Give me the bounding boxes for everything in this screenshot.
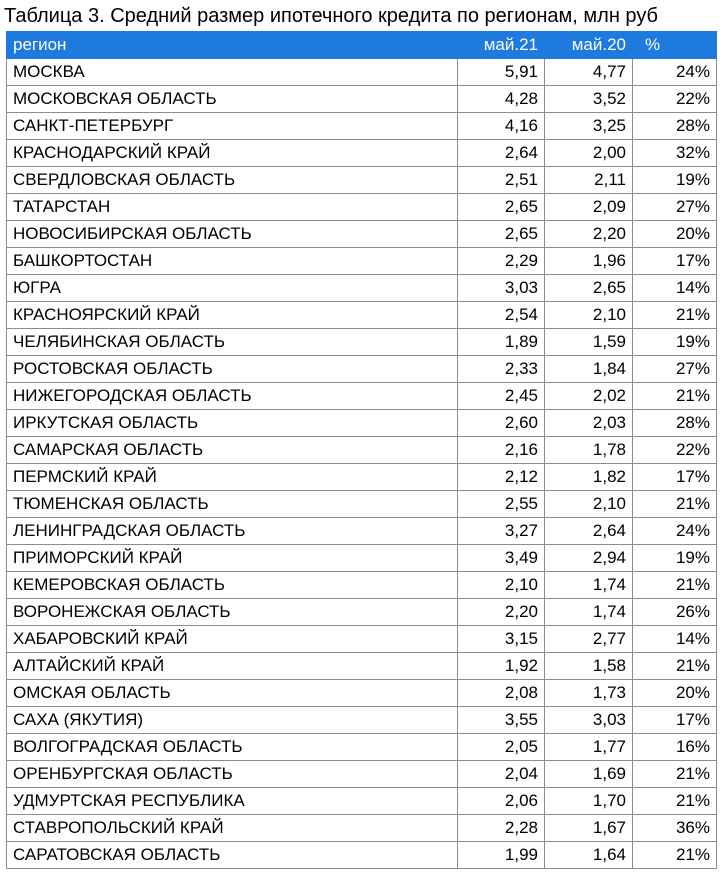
cell-may20: 3,03 xyxy=(545,707,633,734)
cell-may21: 2,45 xyxy=(458,383,545,410)
cell-may20: 1,73 xyxy=(545,680,633,707)
cell-pct: 26% xyxy=(633,599,717,626)
cell-may20: 2,09 xyxy=(545,194,633,221)
cell-pct: 21% xyxy=(633,761,717,788)
cell-pct: 19% xyxy=(633,545,717,572)
header-may20: май.20 xyxy=(545,32,633,59)
cell-may21: 2,04 xyxy=(458,761,545,788)
cell-region: ОМСКАЯ ОБЛАСТЬ xyxy=(7,680,458,707)
table-row xyxy=(7,302,717,329)
cell-pct: 21% xyxy=(633,491,717,518)
cell-region: ПЕРМСКИЙ КРАЙ xyxy=(7,464,458,491)
cell-may21: 5,91 xyxy=(458,59,545,86)
table-row xyxy=(7,572,717,599)
cell-region: ЮГРА xyxy=(7,275,458,302)
cell-region: САХА (ЯКУТИЯ) xyxy=(7,707,458,734)
cell-region: САРАТОВСКАЯ ОБЛАСТЬ xyxy=(7,842,458,869)
cell-region: ТАТАРСТАН xyxy=(7,194,458,221)
cell-region: КРАСНОЯРСКИЙ КРАЙ xyxy=(7,302,458,329)
table-row xyxy=(7,680,717,707)
mortgage-table xyxy=(6,31,717,869)
table-row xyxy=(7,221,717,248)
cell-pct: 22% xyxy=(633,86,717,113)
cell-may21: 1,92 xyxy=(458,653,545,680)
cell-region: ВОРОНЕЖСКАЯ ОБЛАСТЬ xyxy=(7,599,458,626)
cell-may20: 1,77 xyxy=(545,734,633,761)
cell-may21: 4,28 xyxy=(458,86,545,113)
cell-may21: 3,55 xyxy=(458,707,545,734)
cell-may21: 2,10 xyxy=(458,572,545,599)
cell-pct: 17% xyxy=(633,464,717,491)
cell-pct: 27% xyxy=(633,194,717,221)
cell-may20: 2,03 xyxy=(545,410,633,437)
cell-may21: 2,28 xyxy=(458,815,545,842)
cell-region: КЕМЕРОВСКАЯ ОБЛАСТЬ xyxy=(7,572,458,599)
cell-region: ЛЕНИНГРАДСКАЯ ОБЛАСТЬ xyxy=(7,518,458,545)
cell-pct: 36% xyxy=(633,815,717,842)
cell-may21: 3,27 xyxy=(458,518,545,545)
cell-may21: 4,16 xyxy=(458,113,545,140)
table-row xyxy=(7,815,717,842)
cell-may20: 2,10 xyxy=(545,491,633,518)
cell-may21: 1,89 xyxy=(458,329,545,356)
cell-pct: 28% xyxy=(633,113,717,140)
cell-pct: 16% xyxy=(633,734,717,761)
cell-may21: 2,51 xyxy=(458,167,545,194)
table-header xyxy=(7,32,717,59)
cell-may20: 3,25 xyxy=(545,113,633,140)
cell-pct: 32% xyxy=(633,140,717,167)
cell-region: САМАРСКАЯ ОБЛАСТЬ xyxy=(7,437,458,464)
cell-region: ИРКУТСКАЯ ОБЛАСТЬ xyxy=(7,410,458,437)
table-row xyxy=(7,167,717,194)
cell-may21: 2,54 xyxy=(458,302,545,329)
table-row xyxy=(7,86,717,113)
cell-may20: 1,59 xyxy=(545,329,633,356)
cell-pct: 22% xyxy=(633,437,717,464)
cell-may20: 1,70 xyxy=(545,788,633,815)
cell-may20: 2,02 xyxy=(545,383,633,410)
cell-region: САНКТ-ПЕТЕРБУРГ xyxy=(7,113,458,140)
cell-pct: 24% xyxy=(633,518,717,545)
header-row xyxy=(7,32,717,59)
cell-region: ПРИМОРСКИЙ КРАЙ xyxy=(7,545,458,572)
cell-pct: 20% xyxy=(633,221,717,248)
table-row xyxy=(7,383,717,410)
cell-may21: 3,03 xyxy=(458,275,545,302)
cell-may20: 2,11 xyxy=(545,167,633,194)
cell-region: АЛТАЙСКИЙ КРАЙ xyxy=(7,653,458,680)
table-row xyxy=(7,437,717,464)
cell-pct: 21% xyxy=(633,572,717,599)
cell-may20: 2,00 xyxy=(545,140,633,167)
cell-may21: 3,49 xyxy=(458,545,545,572)
cell-may20: 1,67 xyxy=(545,815,633,842)
cell-may21: 2,65 xyxy=(458,194,545,221)
table-body xyxy=(7,59,717,869)
table-row xyxy=(7,842,717,869)
cell-pct: 27% xyxy=(633,356,717,383)
cell-may21: 2,29 xyxy=(458,248,545,275)
cell-may20: 1,84 xyxy=(545,356,633,383)
table-row xyxy=(7,113,717,140)
table-row xyxy=(7,410,717,437)
cell-pct: 14% xyxy=(633,275,717,302)
cell-region: НОВОСИБИРСКАЯ ОБЛАСТЬ xyxy=(7,221,458,248)
cell-region: СТАВРОПОЛЬСКИЙ КРАЙ xyxy=(7,815,458,842)
cell-region: НИЖЕГОРОДСКАЯ ОБЛАСТЬ xyxy=(7,383,458,410)
cell-may21: 2,05 xyxy=(458,734,545,761)
cell-region: МОСКВА xyxy=(7,59,458,86)
cell-region: КРАСНОДАРСКИЙ КРАЙ xyxy=(7,140,458,167)
cell-may20: 1,64 xyxy=(545,842,633,869)
cell-region: СВЕРДЛОВСКАЯ ОБЛАСТЬ xyxy=(7,167,458,194)
table-row xyxy=(7,140,717,167)
table-caption: Таблица 3. Средний размер ипотечного кредита по регионам, млн руб xyxy=(4,5,659,27)
cell-region: МОСКОВСКАЯ ОБЛАСТЬ xyxy=(7,86,458,113)
cell-may20: 1,69 xyxy=(545,761,633,788)
cell-may20: 4,77 xyxy=(545,59,633,86)
cell-pct: 21% xyxy=(633,788,717,815)
cell-pct: 21% xyxy=(633,302,717,329)
cell-pct: 19% xyxy=(633,167,717,194)
table-row xyxy=(7,329,717,356)
cell-may21: 3,15 xyxy=(458,626,545,653)
cell-may21: 2,16 xyxy=(458,437,545,464)
table-row xyxy=(7,653,717,680)
cell-pct: 21% xyxy=(633,842,717,869)
cell-may21: 2,60 xyxy=(458,410,545,437)
table-row xyxy=(7,275,717,302)
cell-may20: 2,77 xyxy=(545,626,633,653)
table-row xyxy=(7,491,717,518)
table-row xyxy=(7,788,717,815)
table-row xyxy=(7,59,717,86)
cell-region: РОСТОВСКАЯ ОБЛАСТЬ xyxy=(7,356,458,383)
cell-may20: 2,20 xyxy=(545,221,633,248)
cell-region: ХАБАРОВСКИЙ КРАЙ xyxy=(7,626,458,653)
cell-pct: 28% xyxy=(633,410,717,437)
cell-may20: 2,64 xyxy=(545,518,633,545)
cell-region: ВОЛГОГРАДСКАЯ ОБЛАСТЬ xyxy=(7,734,458,761)
table-row xyxy=(7,545,717,572)
cell-may20: 1,82 xyxy=(545,464,633,491)
table-row xyxy=(7,464,717,491)
table-row xyxy=(7,356,717,383)
table-row xyxy=(7,518,717,545)
cell-pct: 24% xyxy=(633,59,717,86)
cell-may20: 1,78 xyxy=(545,437,633,464)
cell-may20: 3,52 xyxy=(545,86,633,113)
cell-region: ТЮМЕНСКАЯ ОБЛАСТЬ xyxy=(7,491,458,518)
table-row xyxy=(7,194,717,221)
cell-pct: 21% xyxy=(633,653,717,680)
cell-region: УДМУРТСКАЯ РЕСПУБЛИКА xyxy=(7,788,458,815)
cell-may20: 1,96 xyxy=(545,248,633,275)
cell-region: БАШКОРТОСТАН xyxy=(7,248,458,275)
cell-may20: 1,74 xyxy=(545,572,633,599)
cell-may21: 2,33 xyxy=(458,356,545,383)
cell-pct: 19% xyxy=(633,329,717,356)
cell-may20: 2,65 xyxy=(545,275,633,302)
cell-region: ЧЕЛЯБИНСКАЯ ОБЛАСТЬ xyxy=(7,329,458,356)
table-row xyxy=(7,707,717,734)
cell-may20: 1,58 xyxy=(545,653,633,680)
cell-may20: 1,74 xyxy=(545,599,633,626)
cell-may21: 2,12 xyxy=(458,464,545,491)
cell-pct: 21% xyxy=(633,383,717,410)
cell-may21: 2,65 xyxy=(458,221,545,248)
table-row xyxy=(7,761,717,788)
cell-may21: 2,64 xyxy=(458,140,545,167)
cell-may21: 2,06 xyxy=(458,788,545,815)
cell-pct: 17% xyxy=(633,707,717,734)
header-region: регион xyxy=(7,32,458,59)
header-may21: май.21 xyxy=(458,32,545,59)
cell-pct: 14% xyxy=(633,626,717,653)
cell-may21: 2,08 xyxy=(458,680,545,707)
cell-may20: 2,94 xyxy=(545,545,633,572)
cell-may21: 2,55 xyxy=(458,491,545,518)
table-row xyxy=(7,599,717,626)
cell-pct: 20% xyxy=(633,680,717,707)
cell-may21: 2,20 xyxy=(458,599,545,626)
cell-pct: 17% xyxy=(633,248,717,275)
table-row xyxy=(7,734,717,761)
table-row xyxy=(7,248,717,275)
cell-may21: 1,99 xyxy=(458,842,545,869)
header-pct: % xyxy=(633,32,717,59)
table-row xyxy=(7,626,717,653)
cell-may20: 2,10 xyxy=(545,302,633,329)
cell-region: ОРЕНБУРГСКАЯ ОБЛАСТЬ xyxy=(7,761,458,788)
